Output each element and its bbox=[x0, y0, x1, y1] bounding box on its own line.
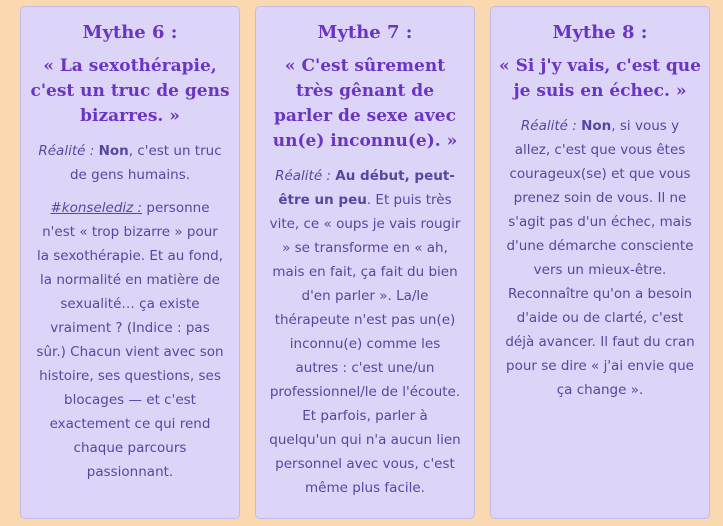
reality-paragraph bbox=[503, 114, 697, 402]
hashtag-link[interactable]: #konselediz : bbox=[50, 200, 143, 216]
myth-title: Mythe 8 : bbox=[552, 22, 648, 43]
hashtag-text: personne n'est « trop bizarre » pour la sexothérapie. Et au fond, la normalité en matière de sexualité… ça existe vraiment ? (Indice : pas sûr.) Chacun vient avec son histoire, ses questions, ses blocages — et c'est exactement ce qui rend chaque parcours passionnant. bbox=[36, 200, 224, 480]
myth-body bbox=[34, 139, 226, 484]
reality-text: . Et puis très vite, ce « oups je vais rougir » se transforme en « ah, mais en fait, ça fait du bien d'en parler ». La/le thérapeute n'est pas un(e) inconnu(e) comme les autres : c'est une/un professionnel/le de l'écoute. Et parfois, parler à quelqu'un qui n'a aucun lien personnel avec vous, c'est même plus facile. bbox=[269, 192, 461, 496]
reality-paragraph bbox=[268, 164, 462, 500]
hashtag-paragraph bbox=[34, 196, 226, 484]
myth-title: Mythe 6 : bbox=[82, 22, 178, 43]
reality-answer: Non bbox=[98, 143, 129, 159]
myth-body bbox=[268, 164, 462, 500]
myth-quote: « La sexothérapie, c'est un truc de gens bizarres. » bbox=[30, 56, 230, 126]
reality-label: Réalité : bbox=[38, 143, 95, 159]
myth-quote: « C'est sûrement très gênant de parler de sexe avec un(e) inconnu(e). » bbox=[272, 56, 458, 151]
reality-label: Réalité : bbox=[275, 168, 331, 184]
myth-body bbox=[503, 114, 697, 402]
myth-card-6 bbox=[20, 6, 240, 519]
myth-quote: « Si j'y vais, c'est que je suis en échec. » bbox=[499, 56, 701, 101]
reality-answer: Au début, peut-être un peu bbox=[278, 168, 455, 208]
myth-card-7 bbox=[255, 6, 475, 519]
myth-title: Mythe 7 : bbox=[317, 22, 413, 43]
reality-answer: Non bbox=[581, 118, 612, 134]
reality-text: , c'est un truc de gens humains. bbox=[69, 143, 222, 183]
myth-card-8 bbox=[490, 6, 710, 519]
reality-text: , si vous y allez, c'est que vous êtes courageux(se) et que vous prenez soin de vous. Il ne s'agit pas d'un échec, mais d'une démarche consciente vers un mieux-être. Reconnaître qu'on a besoin d'aide ou de clarté, c'est déjà avancer. Il faut du cran pour se dire « j'ai envie que ça change ». bbox=[505, 118, 695, 398]
reality-paragraph bbox=[34, 139, 226, 187]
reality-label: Réalité : bbox=[520, 118, 577, 134]
